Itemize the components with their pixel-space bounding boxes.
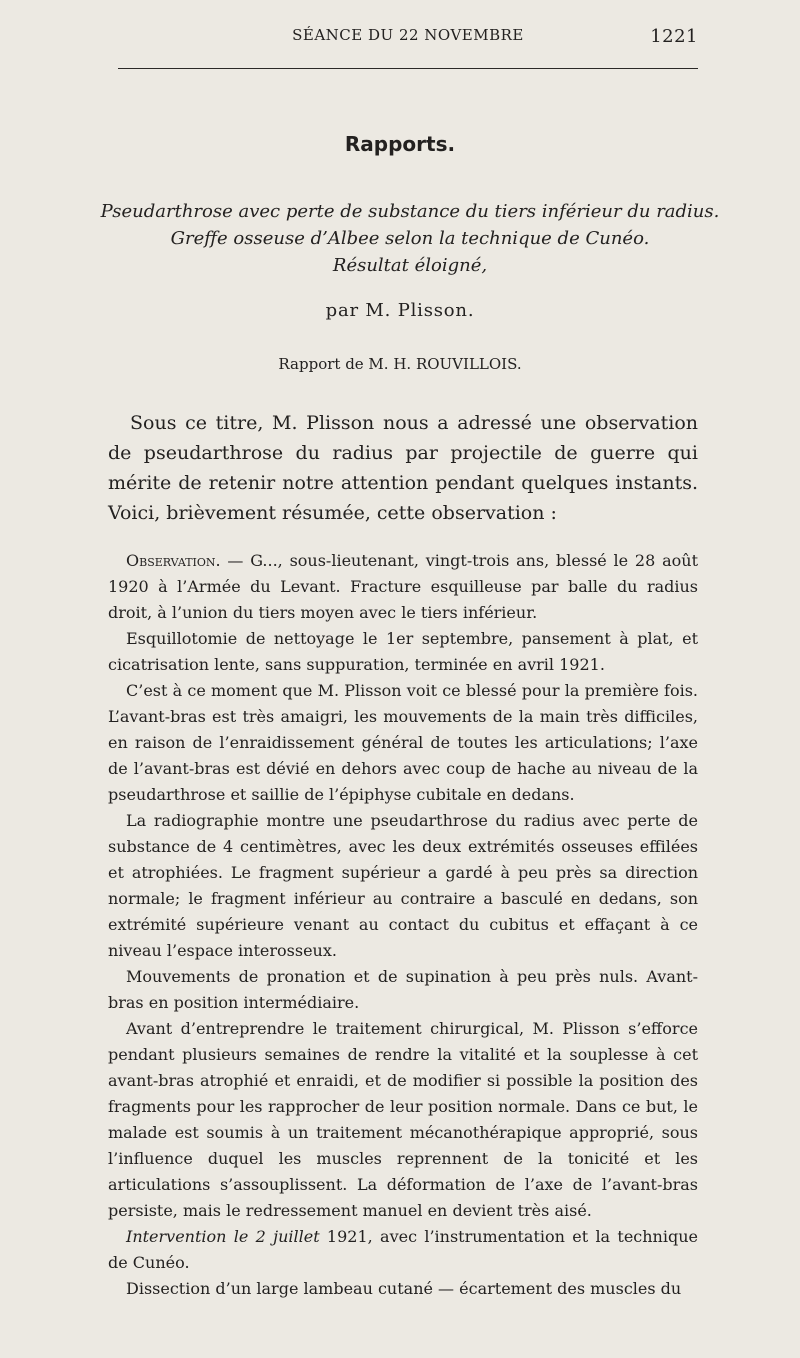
page-number: 1221 (650, 26, 698, 47)
intro-paragraph: Sous ce titre, M. Plisson nous a adressé une observation de pseudarthrose du radius par projectile de guerre qui mérite de retenir notre attention pendant quelques instants. Voici, brièvement résumée, cette observation : (108, 412, 698, 524)
observation-label: Observation. (126, 551, 221, 570)
intervention-text: 1921, avec l’instrumentation et la technique de Cunéo. (108, 1227, 698, 1272)
article-title (100, 198, 720, 279)
article-title-line: Résultat éloigné, (332, 255, 488, 276)
page-header (118, 26, 698, 54)
article-title-line: Pseudarthrose avec perte de substance du tiers inférieur du radius. (100, 201, 720, 222)
intervention-paragraph (108, 1224, 698, 1276)
body-text (108, 548, 698, 1302)
section-title: Rapports. (344, 132, 456, 156)
observation-text: — G..., sous-lieutenant, vingt-trois ans, blessé le 28 août 1920 à l’Armée du Levant. Fracture esquilleuse par balle du radius droit, à l’union du tiers moyen avec le tiers inférieur. (108, 551, 698, 622)
body-paragraph: Esquillotomie de nettoyage le 1er septembre, pansement à plat, et cicatrisation lente, sans suppuration, terminée en avril 1921. (108, 629, 698, 674)
header-rule (118, 68, 698, 69)
reporter-line: Rapport de M. H. ROUVILLOIS. (278, 355, 522, 373)
intro-block (108, 408, 698, 528)
body-paragraph: La radiographie montre une pseudarthrose du radius avec perte de substance de 4 centimètres, avec les deux extrémités osseuses effilées et atrophiées. Le fragment supérieur a gardé à peu près sa direction normale; le fragment inférieur au contraire a basculé en dedans, son extrémité supérieure venant au contact du cubitus et effaçant à ce niveau l’espace interosseux. (108, 811, 698, 960)
body-paragraph: Avant d’entreprendre le traitement chirurgical, M. Plisson s’efforce pendant plusieurs semaines de rendre la vitalité et la souplesse à cet avant-bras atrophié et enraidi, et de modifier si possible la position des fragments pour les rapprocher de leur position normale. Dans ce but, le malade est soumis à un traitement mécanothérapique approprié, sous l’influence duquel les muscles reprennent de la tonicité et les articulations s’assouplissent. La déformation de l’axe de l’avant-bras persiste, mais le redressement manuel en devient très aisé. (108, 1019, 698, 1220)
author-line: par M. Plisson. (325, 300, 475, 321)
observation-paragraph (108, 548, 698, 626)
article-title-line: Greffe osseuse d’Albee selon la technique de Cunéo. (170, 228, 650, 249)
intervention-label: Intervention le 2 juillet (126, 1227, 320, 1246)
body-paragraph: C’est à ce moment que M. Plisson voit ce blessé pour la première fois. L’avant-bras est très amaigri, les mouvements de la main très difficiles, en raison de l’enraidissement général de toutes les articulations; l’axe de l’avant-bras est dévié en dehors avec coup de hache au niveau de la pseudarthrose et saillie de l’épiphyse cubitale en dedans. (108, 681, 698, 804)
body-paragraph: Dissection d’un large lambeau cutané — écartement des muscles du (126, 1279, 682, 1298)
body-paragraph: Mouvements de pronation et de supination à peu près nuls. Avant-bras en position intermédiaire. (108, 967, 698, 1012)
running-title: SÉANCE DU 22 NOVEMBRE (292, 26, 524, 44)
